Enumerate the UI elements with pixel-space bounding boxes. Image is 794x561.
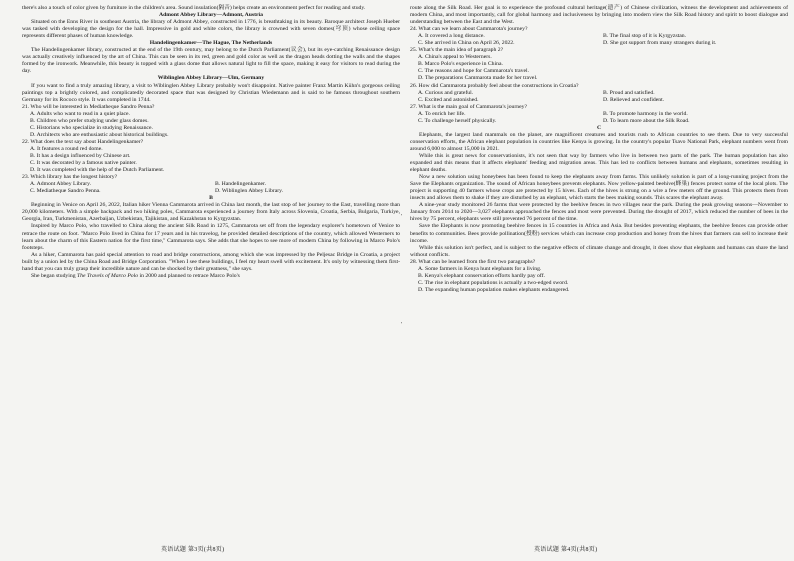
margin-tick-mark: ' xyxy=(401,322,403,328)
passage-c-paragraph-3: Now a new solution using honeybees has been found to keep the elephants away from farms. This unlikely solution is part of a long-running project from the Save the Elephants organization. The sound of African honeybees prevents elephants. Now yellow-painted beehive(蜂巢) fences protect some of the local plots. The project is supporting 40 farmers whose crops are protected by 15 hives. Each of the hives is strung on a wire a few meters off the ground. This protects them from insects and allows them to shake if they are disturbed by an elephant, which starts the bees making sounds. This scares the elephant away. xyxy=(410,174,788,202)
q24-option-d: D. She got support from many strangers during it. xyxy=(603,40,717,47)
q24-option-c: C. She arrived in China on April 26, 2022. xyxy=(418,40,515,47)
q21-option-c: C. Historians who specialize in studying Renaissance. xyxy=(30,124,153,131)
q25-option-b: B. Marco Polo's experience in China. xyxy=(418,61,503,68)
q21-option-d: D. Architects who are enthusiastic about historical buildings. xyxy=(30,131,169,138)
q27-option-a: A. To enrich her life. xyxy=(418,110,466,117)
q27-option-c: C. To challenge herself physically. xyxy=(418,117,497,124)
q27-option-d: D. To learn more about the Silk Road. xyxy=(603,117,690,124)
q28-option-c: C. The rise in elephant populations is actually a two-edged sword. xyxy=(418,279,569,286)
passage-b-paragraph-4 xyxy=(22,273,400,280)
left-column xyxy=(22,5,403,280)
passage-c-paragraph-6: While this solution isn't perfect, and is subject to the negative effects of climate change and drought, it does show that elephants and humans can share the land without conflicts. xyxy=(410,244,788,258)
library-3-text: If you want to find a truly amazing library, a visit to Wiblinglen Abbey Library probably won't disappoint. Native painter Franz Martin Kühn's gorgeous ceiling paintings top a brightly colored, and complicatedly decorated space that was designed by Christian Wiedemann and is said to be famous throughout southern Germany for its Rococo style. It was completed in 1744. xyxy=(22,82,400,103)
q22-option-d: D. It was completed with the help of the Dutch Parliament. xyxy=(30,167,165,174)
q23-option-d: D. Wiblinglen Abbey Library. xyxy=(215,188,284,195)
passage-b-paragraph-1: Beginning in Venice on April 26, 2022, Italian hiker Vienna Cammarota arrived in China last month, the last stop of her journey to the East, travelling more than 20,000 kilometers. With a simple backpack and two hiking poles, Cammarota experienced a journey from Italy across Slovenia, Croatia, Serbia, Bulgaria, Turkiye, Georgia, Iran, Turkmenistan, Azerbaijan, Uzbekistan, Tajikistan, and Kazakhstan to Kyrgyzstan. xyxy=(22,202,400,223)
p4-start: She began studying xyxy=(31,272,77,279)
q22-option-a: A. It features a round red dome. xyxy=(30,145,103,152)
intro-continuation: there's also a touch of color given by furniture in the children's area. Sound insulation(隔音) helps create an environment perfect for reading and study. xyxy=(22,5,366,11)
q23-option-b: B. Handelingenkamer. xyxy=(215,181,267,188)
q28-option-b: B. Kenya's elephant conservation efforts hardly pay off. xyxy=(418,272,546,279)
passage-c-paragraph-5: Save the Elephants is now promoting beehive fences in 15 countries in Africa and Asia. But besides preventing elephants, the beehive fences can provide other benefits to communities. Bees provide pollination(授粉) services which can increase crop production and honey from the hives that farmers can sell to increase their income. xyxy=(410,223,788,244)
left-page-footer: 英语试题 第3页(共8页) xyxy=(161,547,225,553)
q25-option-d: D. The preparations Cammarota made for her travel. xyxy=(418,75,538,82)
q26-option-a: A. Curious and grateful. xyxy=(418,89,474,96)
q21-option-b: B. Children who prefer studying under glass domes. xyxy=(30,117,149,124)
library-2-title: Handelingenkamer—The Hague, The Netherlands xyxy=(149,40,273,47)
question-26: 26. How did Cammarota probably feel about the constructions in Croatia? xyxy=(410,82,579,89)
passage-c-paragraph-4: A nine-year study monitored 26 farms that were protected by the beehive fences in two villages near the park. During the peak growing seasons—November to January from 2014 to 2020—3,027 elephants approached the fences and most were prevented. During the drought of 2017, which reduced the number of bees in the hives by 75 percent, elephants were still prevented 76 percent of the time. xyxy=(410,202,788,223)
question-22: 22. What does the text say about Handelingenkamer? xyxy=(22,138,144,145)
passage-c-paragraph-2: While this is great news for conservationists, it's not seen that way by farmers who live in between two parts of the park. The human population has also expanded and this means that it affects elephants' feeding and migration areas. This has led to conflicts between humans and elephants, sometimes resulting in elephant deaths. xyxy=(410,152,788,174)
section-b-heading: B xyxy=(209,195,213,202)
q24-option-a: A. It covered a long distance. xyxy=(418,33,485,40)
passage-c-paragraph-1: Elephants, the largest land mammals on the planet, are magnificent creatures and tourists rush to African countries to see them. Due to very successful conservation efforts, the African elephant population in countries like Kenya is growing. In the country's popular Tsavo National Park, elephant numbers went from around 6,000 to almost 15,000 in 2021. xyxy=(410,131,788,152)
q26-option-d: D. Relieved and confident. xyxy=(603,96,665,103)
q26-options-row-2 xyxy=(410,97,788,104)
book-title: The Travels of Marco Polo xyxy=(76,272,139,279)
p4-end: in 2000 and planned to retrace Marco Polo's xyxy=(138,272,240,279)
q25-option-a: A. China's appeal to Westerners. xyxy=(418,54,492,61)
q23-options-row-1 xyxy=(22,181,400,188)
q27-options-row-1 xyxy=(410,111,788,118)
q26-options-row-1 xyxy=(410,90,788,97)
q27-options-row-2 xyxy=(410,118,788,125)
question-24: 24. What can we learn about Cammarota's journey? xyxy=(410,26,528,33)
q28-option-a: A. Some farmers in Kenya hunt elephants for a living. xyxy=(418,265,542,272)
q22-option-c: C. It was decorated by a famous native painter. xyxy=(30,160,137,167)
q24-option-b: B. The final stop of it is Kyrgyzstan. xyxy=(603,33,687,40)
question-28: 28. What can be learned from the first two paragraphs? xyxy=(410,258,536,265)
right-page-footer: 英语试题 第4页(共8页) xyxy=(534,547,598,553)
q28-option-d: D. The expanding human population makes elephants endangered. xyxy=(418,286,570,293)
right-column xyxy=(410,5,788,294)
question-27: 27. What is the main goal of Cammarota's journey? xyxy=(410,103,528,110)
q21-option-a: A. Adults who want to read in a quiet place. xyxy=(30,110,130,117)
q26-option-c: C. Excited and astonished. xyxy=(418,96,479,103)
question-23: 23. Which library has the longest history? xyxy=(22,174,118,181)
passage-b-paragraph-4-continuation: route along the Silk Road. Her goal is to experience the profound cultural heritage(遗产) of Chinese civilization, witness the development and achievements of modern China, and most importantly, call for global harmony and inclusiveness by bringing into modern view the Silk Road history and spirit to boost dialogue and understanding between the East and the West. xyxy=(410,5,788,26)
q27-option-b: B. To promote harmony in the world. xyxy=(603,110,688,117)
question-21: 21. Who will be interested in Mediatheque Sandro Penna? xyxy=(22,103,155,110)
question-25: 25. What's the main idea of paragraph 2? xyxy=(410,47,504,54)
q23-option-c: C. Mediatheque Sandro Penna. xyxy=(30,188,101,195)
library-3-title: Wiblinglen Abbey Library—Ulm, Germany xyxy=(157,75,265,82)
q23-option-a: A. Admont Abbey Library. xyxy=(30,181,92,188)
library-2-text: The Handelingenkamer library, constructed at the end of the 19th century, may belong to the Dutch Parliament(议会), but its eye-catching Renaissance design was actually creatively influenced by the art of China. This can be seen in its red, green and gold color as well as the dragon heads dotting the walls and the shapes formed by the ironwork. Meanwhile, this beauty is topped with a glass dome that allows natural light to fill the space, making it easy for visitors to read during the day. xyxy=(22,47,400,75)
q22-option-b: B. It has a design influenced by Chinese art. xyxy=(30,152,131,159)
q25-option-c: C. The reasons and hope for Cammarota's travel. xyxy=(418,68,530,75)
q26-option-b: B. Proud and satisfied. xyxy=(603,89,655,96)
passage-b-paragraph-3: As a hiker, Cammarota has paid special attention to road and bridge constructions, among which she was impressed by the Peljesac Bridge in Croatia, a project built by a union led by the China Road and Bridge Corporation. "When I see these buildings, I feel my heart swell with excitement. It's only by witnessing them first-hand that you can truly grasp their incredible nature and can be shocked by their greatness," she says. xyxy=(22,251,400,272)
library-1-title: Admont Abbey Library—Admont, Austria xyxy=(159,12,263,19)
margin-tick-mark: ' xyxy=(401,214,403,220)
library-1-text: Situated on the Enns River in southeast Austria, the library of Admont Abbey, constructed in 1776, is breathtaking in its beauty. Baroque architect Joseph Hueber was tasked with developing the design for the hall. Impressive in gold and white colors, the library is crowned with seven domes(穹顶) whose ceiling space represents different phases of human knowledge. xyxy=(22,19,400,40)
q24-options-row-1 xyxy=(410,33,788,40)
passage-b-paragraph-2: Inspired by Marco Polo, who travelled to China along the ancient Silk Road in 1275, Cammarota set off from the legendary explorer's hometown of Venice to retrace the route on foot. "Marco Polo lived in China for 17 years and in his travelog, he provided detailed descriptions of the country, which allowed Westerners to learn about the charm of this Eastern nation for the first time," Cammarota says. She adds that she hopes to see more of modern China by following in Marco Polo's footsteps. xyxy=(22,223,400,251)
q23-options-row-2 xyxy=(22,188,400,195)
section-c-heading: C xyxy=(596,124,602,131)
